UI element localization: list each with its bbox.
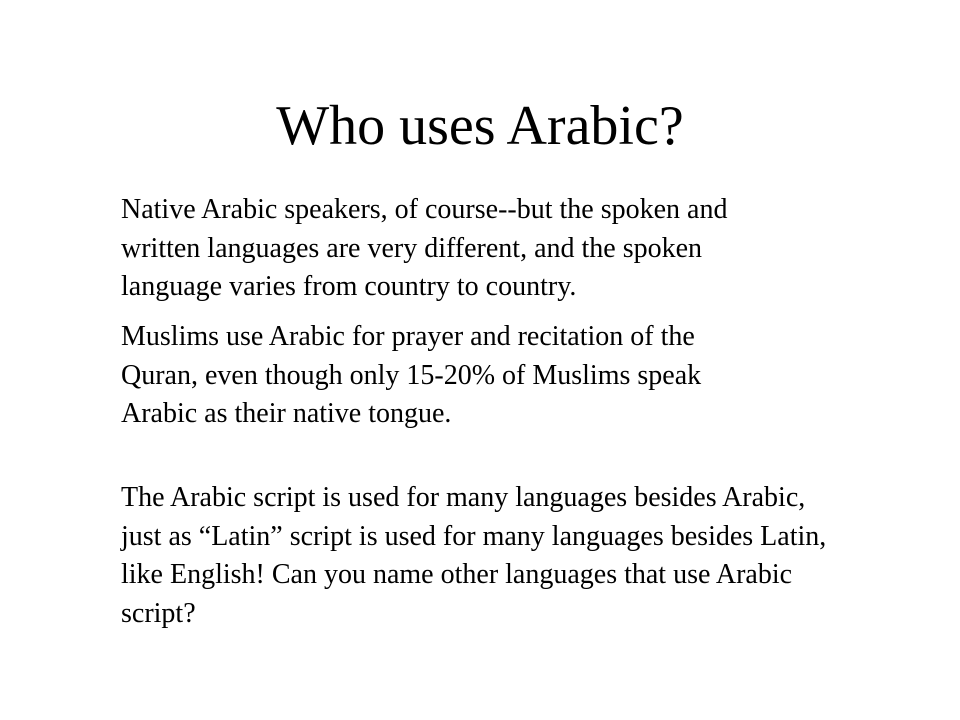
slide-title: Who uses Arabic? xyxy=(276,95,684,157)
paragraph-native-speakers: Native Arabic speakers, of course--but the spoken and written languages are very different, and the spoken language varies from country to country. xyxy=(121,194,728,302)
paragraph-arabic-script: The Arabic script is used for many languages besides Arabic, just as “Latin” script is used for many languages besides Latin, like English! Can you name other languages that use Arabic script? xyxy=(121,482,827,629)
paragraph-muslims: Muslims use Arabic for prayer and recitation of the Quran, even though only 15-20% of Muslims speak Arabic as their native tongue. xyxy=(121,321,702,429)
